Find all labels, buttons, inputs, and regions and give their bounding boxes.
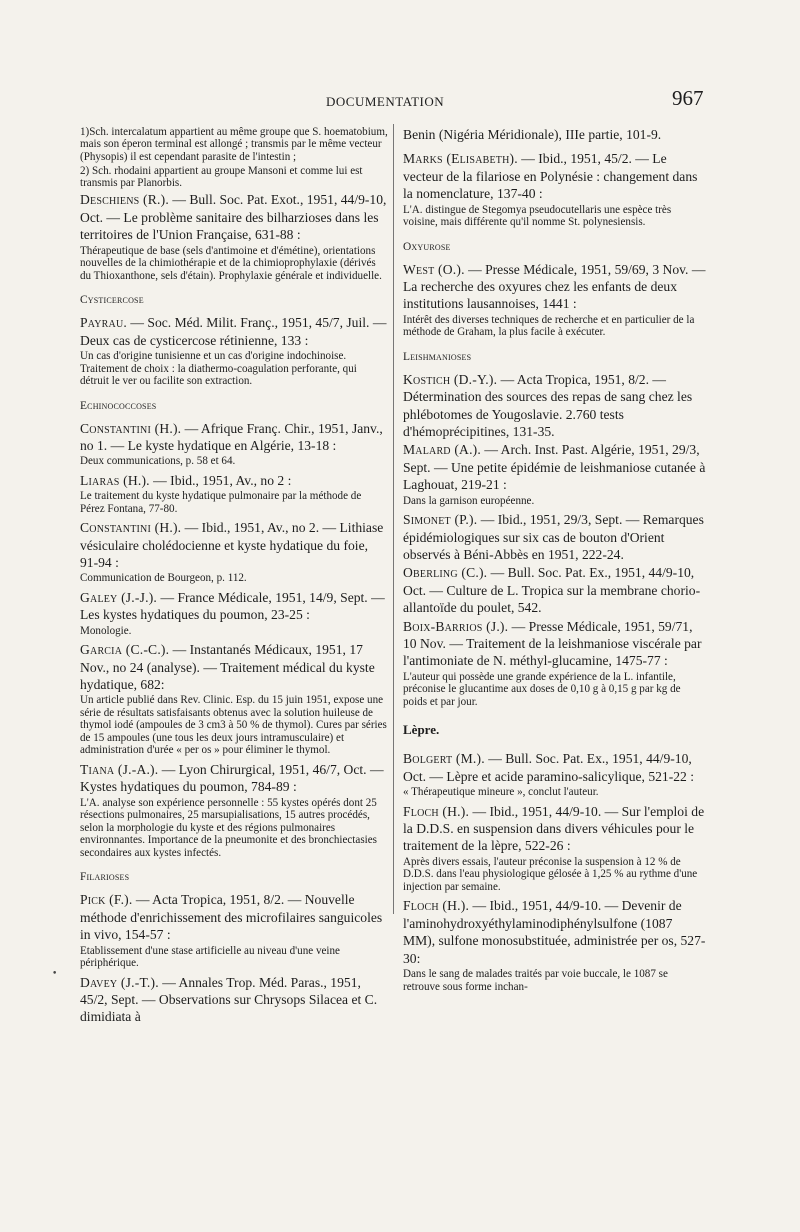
reference-entry	[403, 803, 707, 855]
reference-summary: Dans le sang de malades traités par voie buccale, le 1087 se retrouve sous forme inchan-	[403, 968, 668, 993]
reference-entry	[80, 891, 388, 943]
reference-entry	[80, 589, 388, 624]
reference-author: Marks (Elisabeth).	[403, 151, 518, 167]
reference-author: Davey (J.-T.).	[80, 974, 159, 990]
reference-author: Galey (J.-J.).	[80, 589, 158, 605]
reference-citation: — Bull. Soc. Pat. Ex., 1951, 44/9-10, Oct. — Lèpre et acide paramino-salicylique, 521-22 :	[403, 751, 695, 784]
reference-author: Payrau.	[80, 315, 127, 331]
reference-citation: — Ibid., 1951, 44/9-10. — Sur l'emploi de la D.D.S. en suspension dans divers véhicules pour le traitement de la lèpre, 522-26 :	[403, 803, 705, 854]
reference-summary: Communication de Bourgeon, p. 112.	[80, 572, 247, 585]
reference-summary: Monologie.	[80, 624, 132, 637]
reference-citation: — Ibid., 1951, Av., no 2. — Lithiase vésiculaire cholédocienne et kyste hydatique du foie, 91-94 :	[80, 520, 384, 571]
reference-summary: Dans la garnison européenne.	[403, 494, 535, 507]
reference-summary: « Thérapeutique mineure », conclut l'auteur.	[403, 786, 599, 799]
reference-citation: — Ibid., 1951, 44/9-10. — Devenir de l'aminohydroxyéthylaminodiphénylsulfone (1087 MM), sulfone monosubstituée, administrée per os, 527-30:	[403, 898, 706, 966]
reference-author: Floch (H.).	[403, 803, 470, 819]
intro-paragraph: 2) Sch. rhodaini appartient au groupe Mansoni et comme lui est transmis par Planorbis.	[80, 164, 363, 190]
reference-summary: Le traitement du kyste hydatique pulmonaire par la méthode de Pérez Fontana, 77-80.	[80, 490, 362, 515]
reference-author: Oberling (C.).	[403, 565, 488, 581]
reference-summary: Deux communications, p. 58 et 64.	[80, 455, 236, 468]
reference-entry	[403, 511, 707, 563]
margin-dot: •	[52, 969, 58, 979]
section-heading-cysticercose: Cysticercose	[80, 294, 144, 307]
reference-entry	[80, 519, 388, 571]
reference-author: Tiana (J.-A.).	[80, 761, 159, 777]
reference-entry	[80, 761, 388, 796]
reference-author: Kostich (D.-Y.).	[403, 371, 498, 387]
reference-author: Deschiens (R.).	[80, 192, 169, 208]
column-divider	[393, 124, 394, 914]
reference-entry	[80, 641, 388, 693]
section-heading-leishmanioses: Leishmanioses	[403, 350, 472, 363]
reference-summary: L'auteur qui possède une grande expérience de la L. infantile, préconise le glucantime aux doses de 0,10 g à 0,15 g par kg de poids et par jour.	[403, 670, 681, 708]
reference-author: Pick (F.).	[80, 892, 133, 908]
reference-citation: — Annales Trop. Méd. Paras., 1951, 45/2, Sept. — Observations sur Chrysops Silacea et C. dimidiata à	[80, 974, 378, 1025]
reference-citation: — Bull. Soc. Pat. Ex., 1951, 44/9-10, Oct. — Culture de L. Tropica sur la membrane chorio-allantoïde du poulet, 542.	[403, 565, 701, 616]
reference-entry	[403, 618, 707, 670]
left-column	[80, 126, 388, 1027]
reference-citation: — Presse Médicale, 1951, 59/71, 10 Nov. — Traitement de la leishmaniose viscérale par l'antimoniate de N. méthyl-glucamine, 1475-77 :	[403, 618, 702, 669]
reference-author: West (O.).	[403, 261, 465, 277]
section-heading-filarioses: Filarioses	[80, 871, 130, 884]
reference-author: Boix-Barrios (J.).	[403, 618, 509, 634]
reference-entry	[403, 564, 707, 616]
reference-summary: L'A. distingue de Stegomya pseudocutellaris une espèce très voisine, mais différente qu'il nomme St. polynesiensis.	[403, 203, 672, 229]
section-heading-oxyurose: Oxyurose	[403, 240, 451, 253]
reference-citation: — Presse Médicale, 1951, 59/69, 3 Nov. — La recherche des oxyures chez les enfants de deux institutions lausannoises, 1441 :	[403, 261, 706, 312]
reference-citation: — Arch. Inst. Past. Algérie, 1951, 29/3, Sept. — Une petite épidémie de leishmaniose cutanée à Laghouat, 219-21 :	[403, 442, 706, 493]
right-column	[403, 126, 707, 997]
reference-citation: — Acta Tropica, 1951, 8/2. — Nouvelle méthode d'enrichissement des microfilaires sanguicoles in vivo, 154-57 :	[80, 892, 383, 943]
continued-citation: Benin (Nigéria Méridionale), IIIe partie, 101-9.	[403, 127, 662, 142]
reference-entry	[80, 314, 388, 349]
reference-citation: — Afrique Franç. Chir., 1951, Janv., no 1. — Le kyste hydatique en Algérie, 13-18 :	[80, 420, 383, 453]
reference-author: Floch (H.).	[403, 898, 470, 914]
reference-entry	[80, 420, 388, 455]
reference-author: Constantini (H.).	[80, 420, 182, 436]
reference-citation: — Ibid., 1951, 45/2. — Le vecteur de la filariose en Polynésie : changement dans la nomenclature, 137-40 :	[403, 151, 698, 202]
reference-author: Garcia (C.-C.).	[80, 642, 170, 658]
reference-citation: — France Médicale, 1951, 14/9, Sept. — Les kystes hydatiques du poumon, 23-25 :	[80, 589, 385, 623]
section-heading-lepre: Lèpre.	[403, 722, 440, 738]
page-header	[0, 86, 800, 116]
page-number: 967	[672, 86, 704, 110]
reference-citation: — Acta Tropica, 1951, 8/2. — Détermination des sources des repas de sang chez les phlébotomes de Yougoslavie. 2.760 tests d'hémoprécipitines, 131-35.	[403, 371, 693, 440]
reference-entry	[403, 261, 707, 313]
reference-entry	[80, 974, 388, 1026]
reference-author: Malard (A.).	[403, 442, 481, 458]
reference-citation: — Instantanés Médicaux, 1951, 17 Nov., no 24 (analyse). — Traitement médical du kyste hydatique, 682:	[80, 642, 375, 693]
reference-entry	[403, 441, 707, 493]
reference-citation: — Lyon Chirurgical, 1951, 46/7, Oct. — Kystes hydatiques du poumon, 784-89 :	[80, 761, 384, 795]
reference-citation: — Ibid., 1951, 29/3, Sept. — Remarques épidémiologiques sur six cas de bouton d'Orient observés à Béni-Abbès en 1951, 222-24.	[403, 512, 704, 562]
section-heading-echinococcoses: Echinococcoses	[80, 399, 157, 412]
reference-citation: — Bull. Soc. Pat. Exot., 1951, 44/9-10, Oct. — Le problème sanitaire des bilharzioses dans les territoires de l'Union Française, 631-88 :	[80, 192, 387, 243]
intro-paragraph: 1)Sch. intercalatum appartient au même groupe que S. hoematobium, mais son éperon terminal est allongé ; transmis par le même vecteur (Physopis) il est cependant parasite de l'intestin ;	[80, 126, 388, 163]
reference-summary: Thérapeutique de base (sels d'antimoine et d'émétine), orientations nouvelles de la chimiothérapie et de la chimioprophylaxie (dérivés du Thioxanthone, sels d'étain). Prophylaxie générale et individuelle.	[80, 244, 382, 282]
running-title: DOCUMENTATION	[326, 94, 445, 109]
reference-summary: Un cas d'origine tunisienne et un cas d'origine indochinoise. Traitement de choix : la diathermo-coagulation perforante, qui détruit le ver ou facilite son extraction.	[80, 350, 357, 388]
reference-entry	[403, 150, 707, 202]
reference-entry	[403, 371, 707, 441]
reference-summary: Etablissement d'une stase artificielle au niveau d'une veine périphérique.	[80, 944, 340, 970]
reference-entry	[80, 472, 388, 489]
reference-author: Constantini (H.).	[80, 520, 182, 536]
reference-entry	[403, 897, 707, 967]
reference-citation: — Soc. Méd. Milit. Franç., 1951, 45/7, Juil. — Deux cas de cysticercose rétinienne, 133 :	[80, 315, 387, 348]
reference-author: Bolgert (M.).	[403, 751, 485, 767]
reference-author: Liaras (H.).	[80, 472, 150, 488]
reference-entry	[80, 191, 388, 243]
reference-entry	[403, 750, 707, 785]
reference-citation: — Ibid., 1951, Av., no 2 :	[149, 472, 292, 488]
reference-summary: Intérêt des diverses techniques de recherche et en particulier de la méthode de Graham, la plus facile à exécuter.	[403, 313, 695, 339]
reference-summary: L'A. analyse son expérience personnelle : 55 kystes opérés dont 25 résections pulmonaires, 25 marsupialisations, 15 autres procédés, selon la morphologie du kyste et des régions pulmonaires environnantes. Importance de la pneumonite et des bronchiectasies secondaires aux kystes infectés.	[80, 796, 377, 859]
reference-author: Simonet (P.).	[403, 512, 478, 528]
reference-summary: Après divers essais, l'auteur préconise la suspension à 12 % de D.D.S. dans l'eau physiologique gélosée à 1,25 % au rythme d'une injection par semaine.	[403, 855, 698, 893]
reference-summary: Un article publié dans Rev. Clinic. Esp. du 15 juin 1951, expose une série de résultats satisfaisants obtenus avec la solution huileuse de thymol iodé (ampoules de 3 cm3 à 50 % de thymol). Cures par séries de 15 ampoules (une tous les deux jours intramusculaire) et administration d'urée « per os » pour éliminer le thymol.	[80, 694, 387, 757]
